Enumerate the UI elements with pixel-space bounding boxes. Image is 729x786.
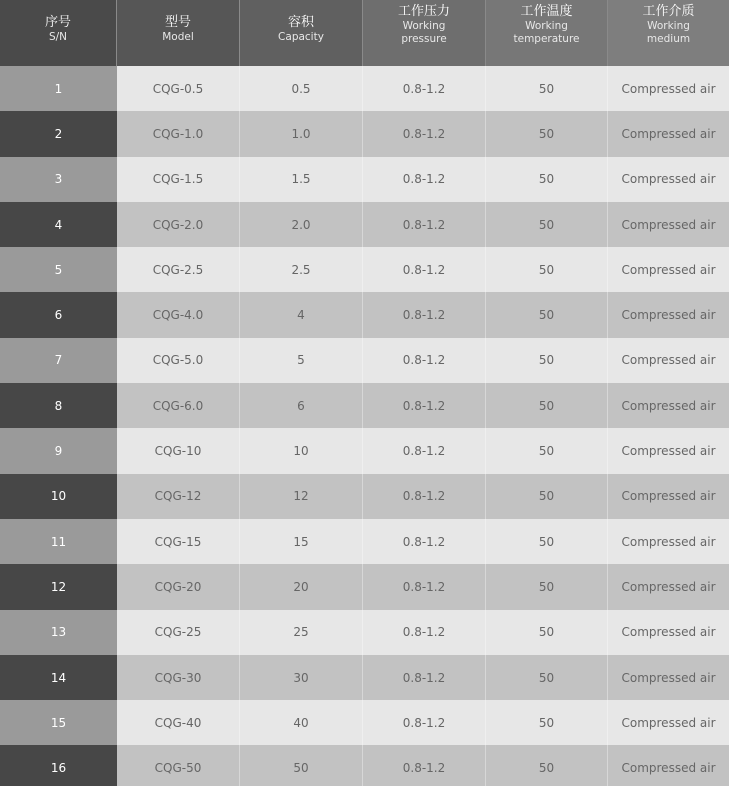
cell-pressure: 0.8-1.2 xyxy=(363,247,486,292)
cell-medium: Compressed air xyxy=(608,66,729,111)
cell-pressure: 0.8-1.2 xyxy=(363,292,486,337)
cell-pressure: 0.8-1.2 xyxy=(363,111,486,156)
cell-pressure: 0.8-1.2 xyxy=(363,474,486,519)
cell-model: CQG-2.0 xyxy=(117,202,240,247)
table-row xyxy=(0,157,729,202)
cell-sn: 14 xyxy=(0,655,117,700)
cell-temperature: 50 xyxy=(486,428,608,473)
cell-temperature: 50 xyxy=(486,202,608,247)
cell-model: CQG-1.5 xyxy=(117,157,240,202)
cell-sn: 2 xyxy=(0,111,117,156)
header-capacity xyxy=(240,0,363,66)
header-capacity-en: Capacity xyxy=(278,30,324,43)
cell-temperature: 50 xyxy=(486,111,608,156)
cell-capacity: 50 xyxy=(240,745,363,786)
table-row xyxy=(0,700,729,745)
cell-capacity: 10 xyxy=(240,428,363,473)
cell-capacity: 6 xyxy=(240,383,363,428)
cell-model: CQG-5.0 xyxy=(117,338,240,383)
cell-model: CQG-12 xyxy=(117,474,240,519)
cell-temperature: 50 xyxy=(486,519,608,564)
cell-pressure: 0.8-1.2 xyxy=(363,338,486,383)
cell-pressure: 0.8-1.2 xyxy=(363,66,486,111)
cell-capacity: 2.0 xyxy=(240,202,363,247)
cell-capacity: 0.5 xyxy=(240,66,363,111)
cell-model: CQG-4.0 xyxy=(117,292,240,337)
cell-pressure: 0.8-1.2 xyxy=(363,700,486,745)
cell-medium: Compressed air xyxy=(608,428,729,473)
table-row xyxy=(0,383,729,428)
cell-medium: Compressed air xyxy=(608,474,729,519)
cell-capacity: 2.5 xyxy=(240,247,363,292)
cell-medium: Compressed air xyxy=(608,157,729,202)
cell-model: CQG-2.5 xyxy=(117,247,240,292)
cell-sn: 7 xyxy=(0,338,117,383)
cell-sn: 12 xyxy=(0,564,117,609)
cell-temperature: 50 xyxy=(486,157,608,202)
header-model xyxy=(117,0,240,66)
cell-capacity: 4 xyxy=(240,292,363,337)
header-temperature xyxy=(486,0,608,66)
cell-temperature: 50 xyxy=(486,564,608,609)
cell-capacity: 15 xyxy=(240,519,363,564)
cell-medium: Compressed air xyxy=(608,111,729,156)
table-row xyxy=(0,247,729,292)
header-medium-en: Working medium xyxy=(646,19,691,45)
cell-model: CQG-15 xyxy=(117,519,240,564)
cell-medium: Compressed air xyxy=(608,519,729,564)
cell-temperature: 50 xyxy=(486,338,608,383)
cell-capacity: 5 xyxy=(240,338,363,383)
cell-sn: 11 xyxy=(0,519,117,564)
header-sn-zh: 序号 xyxy=(44,14,71,30)
cell-temperature: 50 xyxy=(486,655,608,700)
cell-temperature: 50 xyxy=(486,383,608,428)
table-row xyxy=(0,564,729,609)
table-row xyxy=(0,111,729,156)
cell-model: CQG-1.0 xyxy=(117,111,240,156)
cell-pressure: 0.8-1.2 xyxy=(363,655,486,700)
cell-capacity: 40 xyxy=(240,700,363,745)
cell-capacity: 25 xyxy=(240,610,363,655)
table-row xyxy=(0,338,729,383)
table-body xyxy=(0,66,729,786)
cell-model: CQG-25 xyxy=(117,610,240,655)
table-header xyxy=(0,0,729,66)
header-model-en: Model xyxy=(162,30,194,43)
cell-temperature: 50 xyxy=(486,247,608,292)
cell-sn: 4 xyxy=(0,202,117,247)
cell-sn: 3 xyxy=(0,157,117,202)
cell-medium: Compressed air xyxy=(608,700,729,745)
cell-capacity: 1.0 xyxy=(240,111,363,156)
table-row xyxy=(0,519,729,564)
cell-medium: Compressed air xyxy=(608,745,729,786)
cell-sn: 6 xyxy=(0,292,117,337)
cell-temperature: 50 xyxy=(486,700,608,745)
cell-medium: Compressed air xyxy=(608,383,729,428)
table-row xyxy=(0,66,729,111)
cell-pressure: 0.8-1.2 xyxy=(363,610,486,655)
table-row xyxy=(0,745,729,786)
cell-medium: Compressed air xyxy=(608,202,729,247)
header-medium-zh: 工作介质 xyxy=(642,3,695,19)
cell-model: CQG-50 xyxy=(117,745,240,786)
cell-capacity: 12 xyxy=(240,474,363,519)
cell-medium: Compressed air xyxy=(608,655,729,700)
cell-model: CQG-0.5 xyxy=(117,66,240,111)
cell-temperature: 50 xyxy=(486,474,608,519)
header-medium xyxy=(608,0,729,66)
cell-medium: Compressed air xyxy=(608,338,729,383)
cell-pressure: 0.8-1.2 xyxy=(363,428,486,473)
cell-medium: Compressed air xyxy=(608,247,729,292)
header-capacity-zh: 容积 xyxy=(287,14,314,30)
cell-capacity: 20 xyxy=(240,564,363,609)
cell-sn: 8 xyxy=(0,383,117,428)
table-row xyxy=(0,292,729,337)
cell-sn: 1 xyxy=(0,66,117,111)
cell-pressure: 0.8-1.2 xyxy=(363,383,486,428)
header-pressure-zh: 工作压力 xyxy=(397,3,450,19)
cell-pressure: 0.8-1.2 xyxy=(363,519,486,564)
cell-model: CQG-10 xyxy=(117,428,240,473)
header-temperature-en: Working temperature xyxy=(513,19,580,45)
header-sn xyxy=(0,0,117,66)
table-row xyxy=(0,655,729,700)
cell-capacity: 1.5 xyxy=(240,157,363,202)
header-temperature-zh: 工作温度 xyxy=(520,3,573,19)
cell-sn: 9 xyxy=(0,428,117,473)
table-row xyxy=(0,202,729,247)
cell-medium: Compressed air xyxy=(608,564,729,609)
cell-model: CQG-20 xyxy=(117,564,240,609)
table-row xyxy=(0,610,729,655)
header-pressure-en: Working pressure xyxy=(401,19,447,45)
cell-medium: Compressed air xyxy=(608,610,729,655)
cell-capacity: 30 xyxy=(240,655,363,700)
cell-sn: 13 xyxy=(0,610,117,655)
cell-temperature: 50 xyxy=(486,292,608,337)
cell-model: CQG-30 xyxy=(117,655,240,700)
header-model-zh: 型号 xyxy=(164,14,191,30)
cell-model: CQG-6.0 xyxy=(117,383,240,428)
table-row xyxy=(0,428,729,473)
cell-sn: 16 xyxy=(0,745,117,786)
cell-model: CQG-40 xyxy=(117,700,240,745)
cell-sn: 15 xyxy=(0,700,117,745)
cell-medium: Compressed air xyxy=(608,292,729,337)
cell-pressure: 0.8-1.2 xyxy=(363,745,486,786)
header-pressure xyxy=(363,0,486,66)
cell-pressure: 0.8-1.2 xyxy=(363,564,486,609)
cell-sn: 10 xyxy=(0,474,117,519)
header-sn-en: S/N xyxy=(48,30,68,43)
cell-temperature: 50 xyxy=(486,745,608,786)
cell-temperature: 50 xyxy=(486,610,608,655)
cell-temperature: 50 xyxy=(486,66,608,111)
cell-pressure: 0.8-1.2 xyxy=(363,202,486,247)
cell-pressure: 0.8-1.2 xyxy=(363,157,486,202)
table-row xyxy=(0,474,729,519)
cell-sn: 5 xyxy=(0,247,117,292)
